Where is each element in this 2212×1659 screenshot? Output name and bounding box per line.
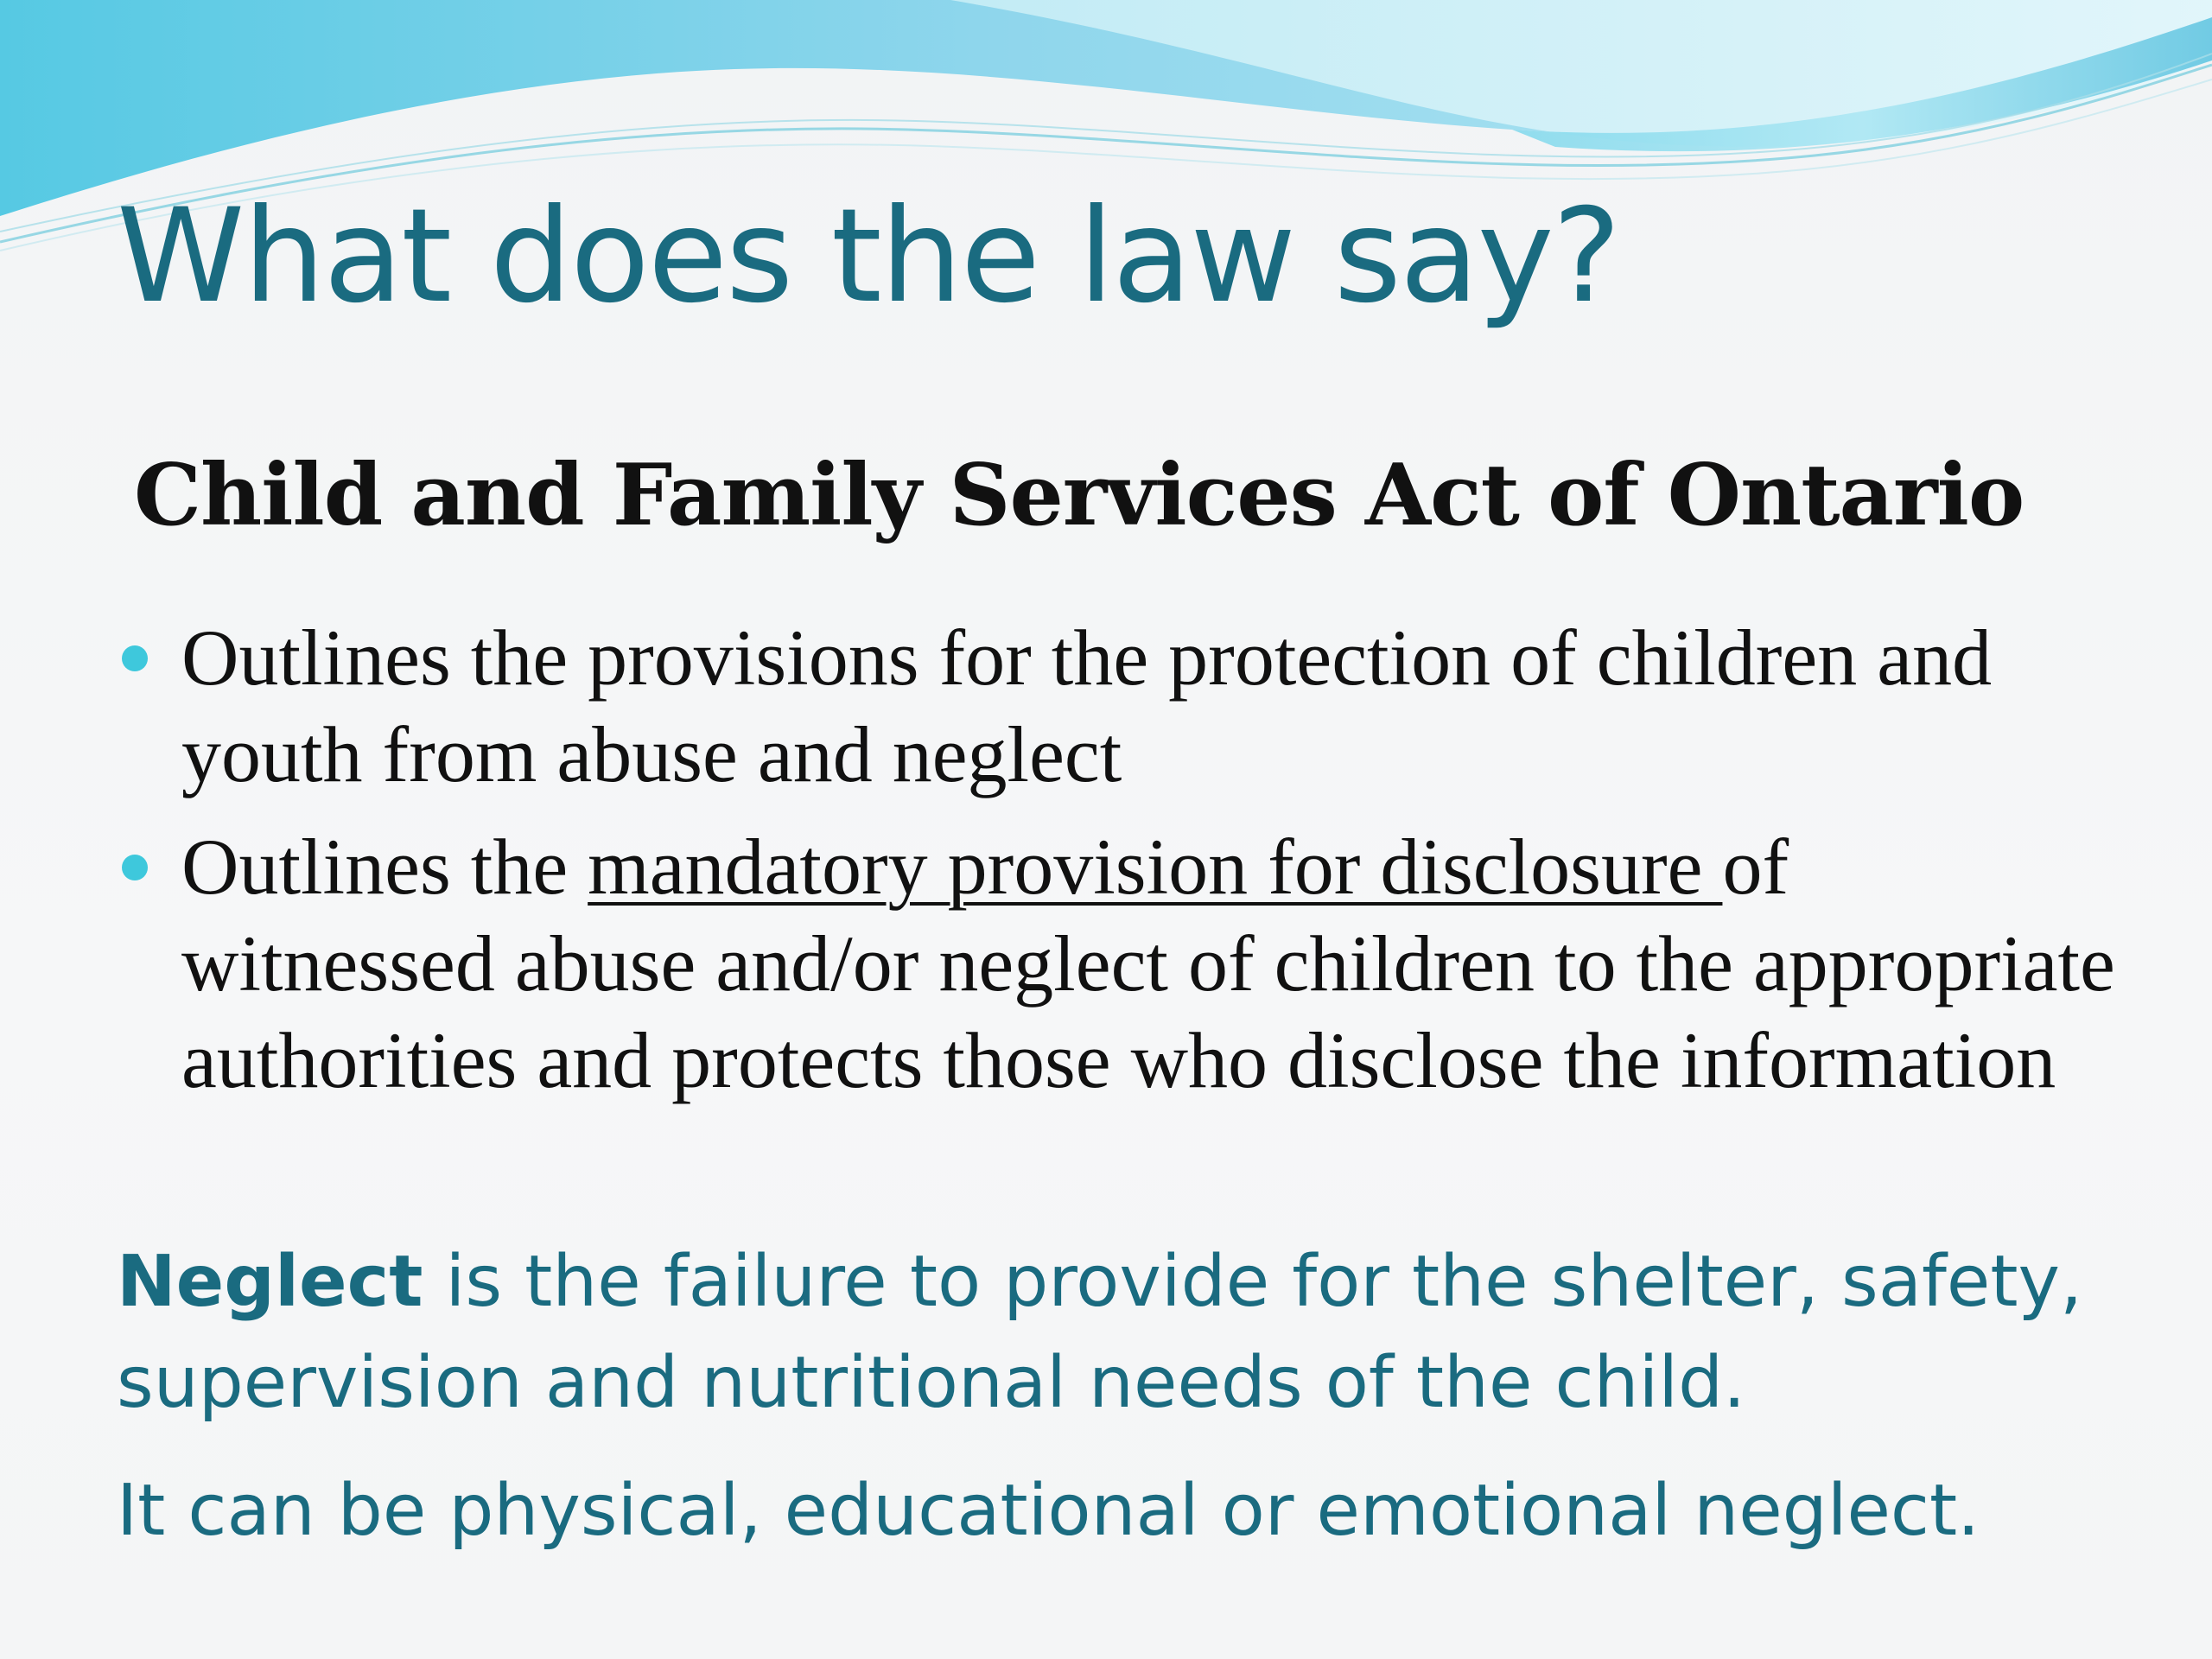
neglect-definition (117, 1231, 2130, 1433)
neglect-types-note: It can be physical, educational or emotional neglect. (117, 1470, 1980, 1552)
bullet-text: Outlines the provisions for the protection of children and youth from abuse and neglect (181, 613, 1993, 798)
slide-subtitle: Child and Family Services Act of Ontario (134, 446, 2024, 545)
bullet-text-emphasis: mandatory provision for disclosure (588, 823, 1723, 911)
definition-text: is the failure to provide for the shelter, safety, supervision and nutritional needs of the child. (117, 1241, 2083, 1424)
bullet-dot-icon (122, 645, 148, 671)
bullet-item (117, 609, 2121, 803)
slide-title: What does the law say? (117, 181, 1620, 332)
bullet-item (117, 818, 2121, 1109)
bullet-dot-icon (122, 855, 148, 880)
bullet-text-rest: of witnessed abuse and/or neglect of children to the appropriate authorities and protects those who disclose the information (181, 823, 2115, 1104)
bullet-text-lead: Outlines the (181, 823, 588, 911)
definition-term: Neglect (117, 1241, 423, 1323)
bullet-list (117, 609, 2121, 1124)
